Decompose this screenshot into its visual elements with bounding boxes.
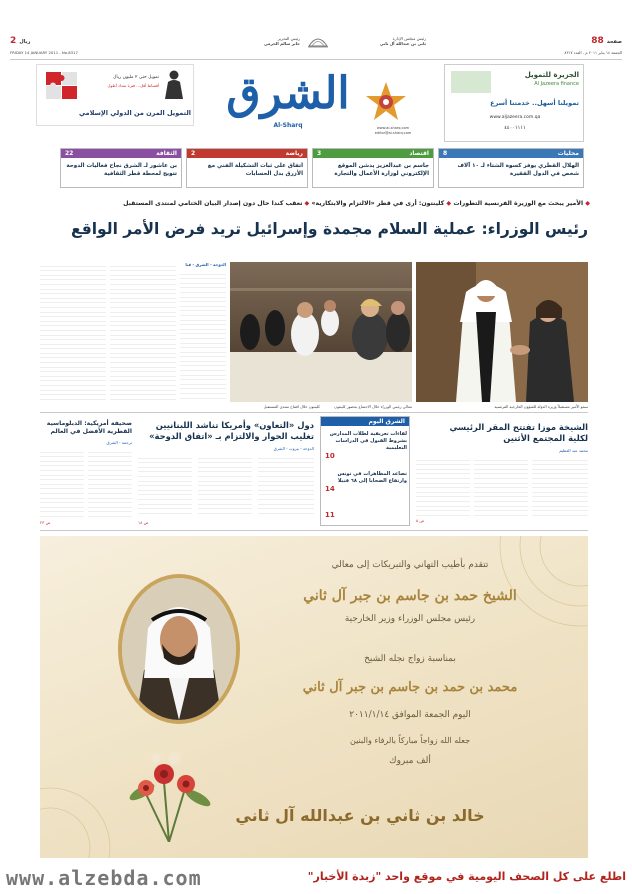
teaser-culture-page: 22 [65, 150, 74, 157]
price-value: 2 [10, 36, 17, 46]
today-item-2-text: تصاعد المظاهرات في تونس وارتفاع الضحايا إلى ٦٨ قتيلا [337, 471, 407, 484]
congrats-groom: محمد بن حمد بن جاسم بن جبر آل ثاني [302, 680, 518, 695]
today-item-1[interactable] [325, 431, 407, 465]
photo-emir [416, 262, 588, 402]
caption-meeting-1: كلينتون خلال افتتاح منتدى المستقبل [263, 404, 320, 409]
lebanon-headline-2: تغليب الحوار والالتزام بـ «اتفاق الدوحة» [149, 431, 314, 441]
teaser-sports[interactable] [186, 148, 308, 188]
teaser-row [10, 148, 622, 188]
congrats-occasion: بمناسبة زواج نجله الشيخ [364, 654, 456, 664]
footer-banner[interactable] [0, 862, 632, 894]
caption-meeting-2: معالي رئيس الوزراء خلال الاجتماع بحضور كلينتون [334, 404, 412, 409]
ticker-item-1: الأمير يبحث مع الوزيرة الفرنسية التطورات [453, 200, 584, 207]
board-title: رئيس مجلس الإدارة [392, 36, 426, 41]
puzzle-graphic [45, 71, 79, 101]
congrats-date: اليوم الجمعة الموافق ٢٠١١/١/١٤ [349, 710, 471, 720]
teaser-local-name: محليات [557, 150, 579, 157]
today-item-3-page: 11 [325, 511, 335, 519]
diplomatic-continued: ص ٢٣ [40, 520, 51, 525]
top-rule [10, 59, 622, 60]
teaser-economy[interactable] [312, 148, 434, 188]
today-item-2-page: 14 [325, 485, 335, 493]
teaser-sports-text: اتفاق على ثبات التشكيلة الفني مع الأزرق بدل الحسابات [207, 163, 303, 177]
ad-right-phone: ٤٤٠٠١١١١ [504, 125, 526, 131]
congrats-intro: تتقدم بأطيب التهاني والتبريكات إلى معالي [331, 560, 489, 570]
ad-left-title: التمويل المرن من الدولي الإسلامي [78, 109, 191, 117]
diplomatic-headline-2: القطرية الأفضل في العالم [50, 428, 132, 435]
today-label: الشرق اليوم [321, 417, 409, 426]
congrats-closing: ألف مبروك [389, 756, 431, 766]
sheikha-continued: ص ٥ [416, 518, 425, 523]
teaser-culture-head [61, 149, 181, 158]
body-text [258, 454, 314, 518]
main-story-left-column [40, 262, 106, 406]
ticker [40, 198, 590, 210]
pages-value: 88 [591, 36, 604, 46]
ad-divider [40, 530, 588, 531]
sheikha-headline-2: لكلية المجتمع الأثنين [503, 433, 588, 443]
teaser-sports-name: رياضة [285, 150, 303, 157]
teaser-local-page: 8 [443, 150, 448, 157]
story-sheikha[interactable] [416, 416, 588, 526]
lebanon-byline: الدوحة - بيروت - الشرق [273, 446, 314, 451]
story-diplomatic[interactable] [40, 416, 132, 526]
logo-arabic: الشرق [226, 68, 350, 119]
ad-right-image [451, 71, 491, 93]
teaser-culture-text: بن عاشور لـ الشرق نجاح فعاليات الدوحة تتويج لمحطة قطر الثقافية [66, 163, 177, 177]
main-byline: الدوحة - الشرق - قنا [185, 262, 226, 267]
ad-right-website[interactable]: www.aljazeera.com.qa [489, 115, 541, 120]
teaser-culture-name: الثقافة [156, 150, 177, 157]
pages-right [562, 36, 622, 47]
story-lebanon[interactable] [138, 416, 314, 526]
ticker-bullet: ◆ [304, 200, 310, 207]
teaser-sports-page: 2 [191, 150, 196, 157]
main-headline: رئيس الوزراء: عملية السلام مجمدة وإسرائيل تريد فرض الأمر الواقع [70, 220, 588, 238]
editor-name: جابر سالم الحرمي [263, 41, 300, 46]
date-arabic: الجمعة ١٤ يناير ٢٠١١ م - العدد ٨٣١٧ [564, 50, 622, 55]
congrats-name: الشيخ حمد بن جاسم بن جبر آل ثاني [303, 588, 517, 604]
sheikha-byline: محمد عبد العظيم [559, 448, 588, 453]
today-item-1-page: 10 [325, 452, 335, 460]
logo-block [218, 64, 418, 144]
teaser-sports-head [187, 149, 307, 158]
teaser-culture[interactable] [60, 148, 182, 188]
ad-left-subtitle: أقساط أقل... فترة سداد أطول [107, 83, 159, 88]
meeting-scene [230, 262, 412, 402]
board-name: ثاني بن عبدالله آل ثاني [379, 41, 426, 46]
email[interactable]: editor@al-sharq.com [374, 131, 412, 135]
teaser-local[interactable] [438, 148, 584, 188]
teaser-economy-page: 3 [317, 150, 322, 157]
editor-block [210, 36, 300, 46]
congrats-title: رئيس مجلس الوزراء وزير الخارجية [344, 614, 476, 624]
body-text [110, 262, 176, 402]
teaser-local-text: الهلال القطري يوفر كسوة الشتاء لـ ١٠ آلاف شخص في الدول الفقيرة [457, 163, 579, 177]
price-left [10, 36, 50, 47]
body-text [532, 456, 588, 518]
ad-left [36, 64, 194, 126]
body-text [180, 270, 226, 400]
today-item-3[interactable] [325, 511, 407, 523]
story-divider [40, 412, 588, 413]
body-text [198, 454, 252, 518]
footer-promo: اطلع على كل الصحف اليومية في موقع واحد "زبدة الأخبار" [307, 870, 626, 883]
body-text [474, 456, 528, 518]
ticker-item-2: كلينتون: أرى في قطر «الالتزام والابتكارية» [311, 200, 445, 207]
silhouette-icon [161, 69, 187, 99]
lebanon-headline-1: دول «التعاون» وأمريكا تناشد اللبنانيين [155, 420, 314, 430]
portrait-frame [118, 574, 240, 724]
body-text [138, 454, 192, 518]
ad-left-offer: تمويل حتى ٢ مليون ريال [113, 75, 159, 80]
emir-scene [416, 262, 588, 402]
body-text [88, 448, 132, 520]
star-emblem-icon [364, 80, 408, 124]
body-text [40, 262, 106, 402]
date-english: FRIDAY 14 JANUARY 2011 - No.8317 [10, 50, 78, 55]
teaser-economy-text: جاسم بن عبدالعزيز يدشن الموقع الإلكتروني لوزارة الأعمال والتجارة [334, 163, 429, 177]
lebanon-continued: ص ١٨ [138, 520, 149, 525]
website[interactable]: www.al-sharq.com [376, 126, 410, 130]
today-item-2[interactable] [325, 471, 407, 505]
pages-label: صفحة [606, 39, 622, 45]
ad-right-brand-en: Al Jazeera finance [534, 81, 579, 87]
ad-right-brand-ar: الجزيرة للتمويل [524, 71, 579, 79]
sheikha-headline-1: الشيخة موزا تفتتح المقر الرئيسي [449, 422, 588, 432]
ad-right [444, 64, 584, 142]
board-block [336, 36, 426, 46]
teaser-local-head [439, 149, 583, 158]
congrats-ad [40, 536, 588, 858]
diplomatic-byline: ترجمة - الشرق [106, 440, 132, 445]
today-item-1-text: لقاءات تعريفية لطلاب المدارس بشروط القبول في الدراسات التعليمية [329, 431, 407, 451]
teaser-economy-name: اقتصاد [409, 150, 429, 157]
diplomatic-headline-1: صحيفة أمريكية: الدبلوماسية [46, 420, 132, 427]
price-label: ريال [19, 39, 31, 45]
emblem-icon [306, 32, 330, 50]
body-text [416, 456, 470, 518]
photo-meeting [230, 262, 412, 402]
today-box [320, 416, 410, 526]
congrats-sender: خالد بن ثاني بن عبدالله آل ثاني [235, 806, 485, 825]
caption-emir: سمو الأمير مستقبلاً وزيرة الدولة للشؤون الخارجية الفرنسية [494, 404, 588, 409]
portrait-image [122, 578, 236, 720]
congrats-prayer: جعله الله زواجاً مباركاً بالرفاء والبنين [349, 736, 471, 745]
ticker-item-3: تعقب كندا حال دون إصدار البيان الختامي لمنتدى المستقبل [123, 200, 303, 207]
teaser-economy-head [313, 149, 433, 158]
ticker-bullet: ◆ [585, 200, 590, 207]
ticker-bullet: ◆ [446, 200, 452, 207]
body-text [40, 448, 84, 520]
ad-right-slogan: تمويلنا أسهل.. خدمتنا أسرع [490, 99, 579, 107]
footer-site[interactable]: www.alzebda.com [6, 866, 202, 890]
editor-title: رئيس التحرير [277, 36, 300, 41]
logo-english: Al-Sharq [273, 122, 303, 129]
main-story-left-column-2 [110, 262, 176, 406]
main-story-byline-column [180, 262, 226, 406]
top-bar [10, 36, 622, 58]
